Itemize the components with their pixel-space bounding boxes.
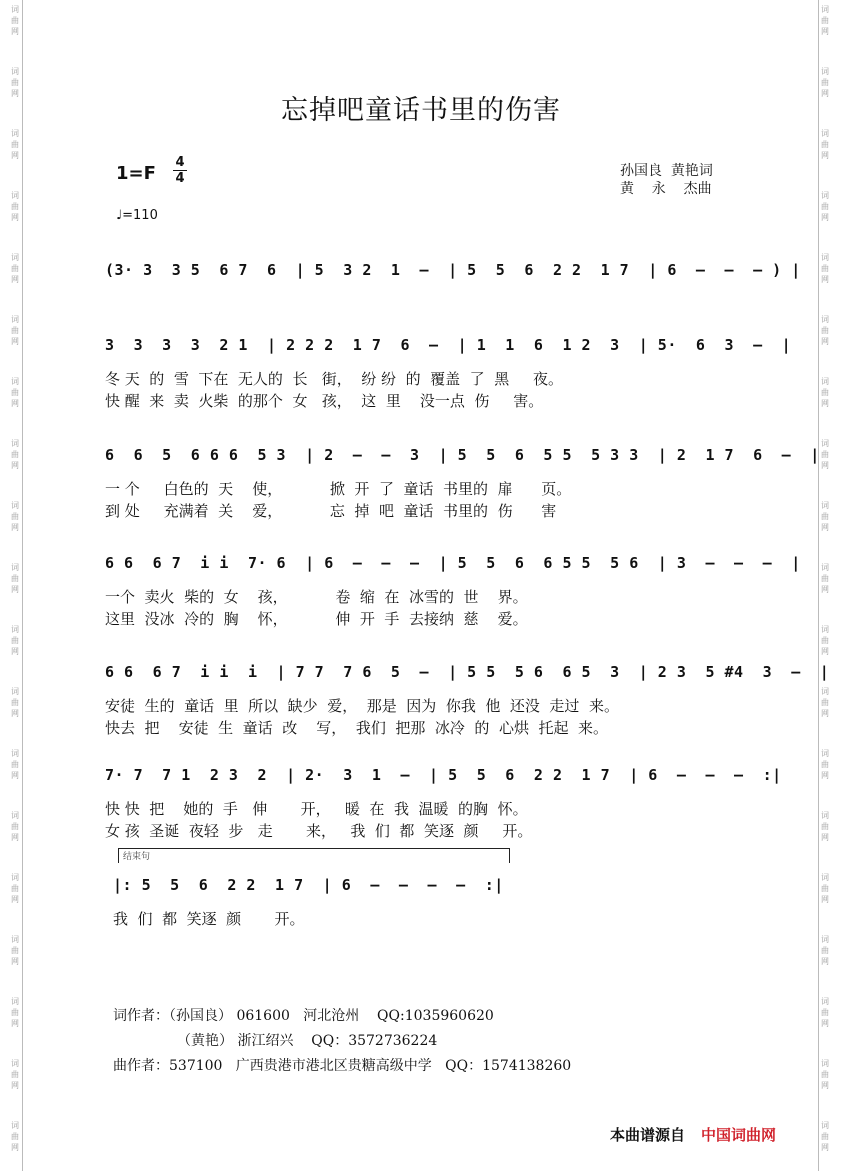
watermark-mark: 词 曲 网 <box>821 687 829 718</box>
watermark-mark: 词 曲 网 <box>11 191 19 222</box>
watermark-mark: 词 曲 网 <box>821 1121 829 1152</box>
watermark-mark: 词 曲 网 <box>821 129 829 160</box>
time-signature: 4 4 <box>173 155 187 186</box>
tempo-marking: ♩=110 <box>116 208 158 223</box>
watermark-mark: 词 曲 网 <box>11 935 19 966</box>
notation-line: 6 6 6 7 i i i | 7 7 7 6 5 – | 5 5 5 6 6 5 3 | 2 3 5 #4 3 – | <box>105 663 830 681</box>
watermark-mark: 词 曲 网 <box>821 191 829 222</box>
watermark-mark: 词 曲 网 <box>11 873 19 904</box>
watermark-mark: 词 曲 网 <box>11 749 19 780</box>
watermark-mark: 词 曲 网 <box>11 67 19 98</box>
watermark-mark: 词 曲 网 <box>11 501 19 532</box>
watermark-mark: 词 曲 网 <box>11 439 19 470</box>
watermark-mark: 词 曲 网 <box>821 1059 829 1090</box>
watermark-mark: 词 曲 网 <box>11 811 19 842</box>
watermark-mark: 词 曲 网 <box>821 67 829 98</box>
notation-line: |: 5 5 6 2 2 1 7 | 6 – – – – :| <box>113 876 504 894</box>
watermark-mark: 词 曲 网 <box>11 253 19 284</box>
notation-line: (3· 3 3 5 6 7 6 | 5 3 2 1 – | 5 5 6 2 2 1 7 | 6 – – – ) | <box>105 261 801 279</box>
watermark-mark: 词 曲 网 <box>821 997 829 1028</box>
lyric-line: 快 醒 来 卖 火柴 的那个 女 孩， 这 里 没一点 伤 害。 <box>105 392 544 410</box>
watermark-mark: 词 曲 网 <box>821 315 829 346</box>
source-credit: 本曲谱源自 中国词曲网 <box>610 1126 777 1144</box>
watermark-mark: 词 曲 网 <box>11 1121 19 1152</box>
watermark-mark: 词 曲 网 <box>11 5 19 36</box>
watermark-mark: 词 曲 网 <box>11 1059 19 1090</box>
footer-lyricist-line: 词作者：（孙国良） 061600 河北沧州 QQ:1035960620 <box>113 1008 494 1024</box>
watermark-mark: 词 曲 网 <box>821 935 829 966</box>
lyric-line: 快 快 把 她的 手 伸 开， 暖 在 我 温暖 的胸 怀。 <box>105 800 528 818</box>
watermark-mark: 词 曲 网 <box>11 377 19 408</box>
watermark-mark: 词 曲 网 <box>821 377 829 408</box>
notation-line: 3 3 3 3 2 1 | 2 2 2 1 7 6 – | 1 1 6 1 2 3 | 5· 6 3 – | <box>105 336 792 354</box>
watermark-mark: 词 曲 网 <box>11 129 19 160</box>
notation-line: 6 6 5 6 6 6 5 3 | 2 – – 3 | 5 5 6 5 5 5 3 3 | 2 1 7 6 – | <box>105 446 820 464</box>
watermark-mark: 词 曲 网 <box>821 749 829 780</box>
lyric-line: 这里 没冰 冷的 胸 怀， 伸 开 手 去接纳 慈 爱。 <box>105 610 528 628</box>
notation-line: 7· 7 7 1 2 3 2 | 2· 3 1 – | 5 5 6 2 2 1 7 | 6 – – – :| <box>105 766 782 784</box>
lyricist-credit: 孙国良 黄艳词 <box>620 163 713 179</box>
key-signature: 1=F <box>116 163 156 184</box>
footer-composer-line: 曲作者：537100 广西贵港市港北区贵糖高级中学 QQ：1574138260 <box>113 1058 572 1074</box>
lyric-line: 冬 天 的 雪 下在 无人的 长 街， 纷 纷 的 覆盖 了 黑 夜。 <box>105 370 564 388</box>
lyric-line: 女 孩 圣诞 夜轻 步 走 来， 我 们 都 笑逐 颜 开。 <box>105 822 533 840</box>
watermark-mark: 词 曲 网 <box>11 687 19 718</box>
watermark-mark: 词 曲 网 <box>821 563 829 594</box>
watermark-mark: 词 曲 网 <box>821 501 829 532</box>
watermark-mark: 词 曲 网 <box>11 315 19 346</box>
lyric-line: 一 个 白色的 天 使， 掀 开 了 童话 书里的 扉 页。 <box>105 480 572 498</box>
watermark-mark: 词 曲 网 <box>821 5 829 36</box>
ending-bracket: 结束句 <box>118 848 510 863</box>
lyric-line: 我 们 都 笑逐 颜 开。 <box>113 910 305 928</box>
watermark-mark: 词 曲 网 <box>11 563 19 594</box>
watermark-mark: 词 曲 网 <box>11 625 19 656</box>
composer-credit: 黄 永 杰曲 <box>620 181 712 197</box>
notation-line: 6 6 6 7 i i 7· 6 | 6 – – – | 5 5 6 6 5 5 5 6 | 3 – – – | <box>105 554 801 572</box>
watermark-mark: 词 曲 网 <box>821 439 829 470</box>
source-brand-link[interactable]: 中国词曲网 <box>701 1126 777 1144</box>
footer-lyricist2-line: （黄艳） 浙江绍兴 QQ：3572736224 <box>177 1033 438 1049</box>
watermark-mark: 词 曲 网 <box>821 625 829 656</box>
song-title: 忘掉吧童话书里的伤害 <box>281 95 561 126</box>
lyric-line: 到 处 充满着 关 爱， 忘 掉 吧 童话 书里的 伤 害 <box>105 502 557 520</box>
lyric-line: 一个 卖火 柴的 女 孩， 卷 缩 在 冰雪的 世 界。 <box>105 588 528 606</box>
lyric-line: 安徒 生的 童话 里 所以 缺少 爱， 那是 因为 你我 他 还没 走过 来。 <box>105 697 619 715</box>
watermark-mark: 词 曲 网 <box>11 997 19 1028</box>
watermark-mark: 词 曲 网 <box>821 873 829 904</box>
watermark-mark: 词 曲 网 <box>821 811 829 842</box>
watermark-mark: 词 曲 网 <box>821 253 829 284</box>
lyric-line: 快去 把 安徒 生 童话 改 写， 我们 把那 冰冷 的 心烘 托起 来。 <box>105 719 609 737</box>
